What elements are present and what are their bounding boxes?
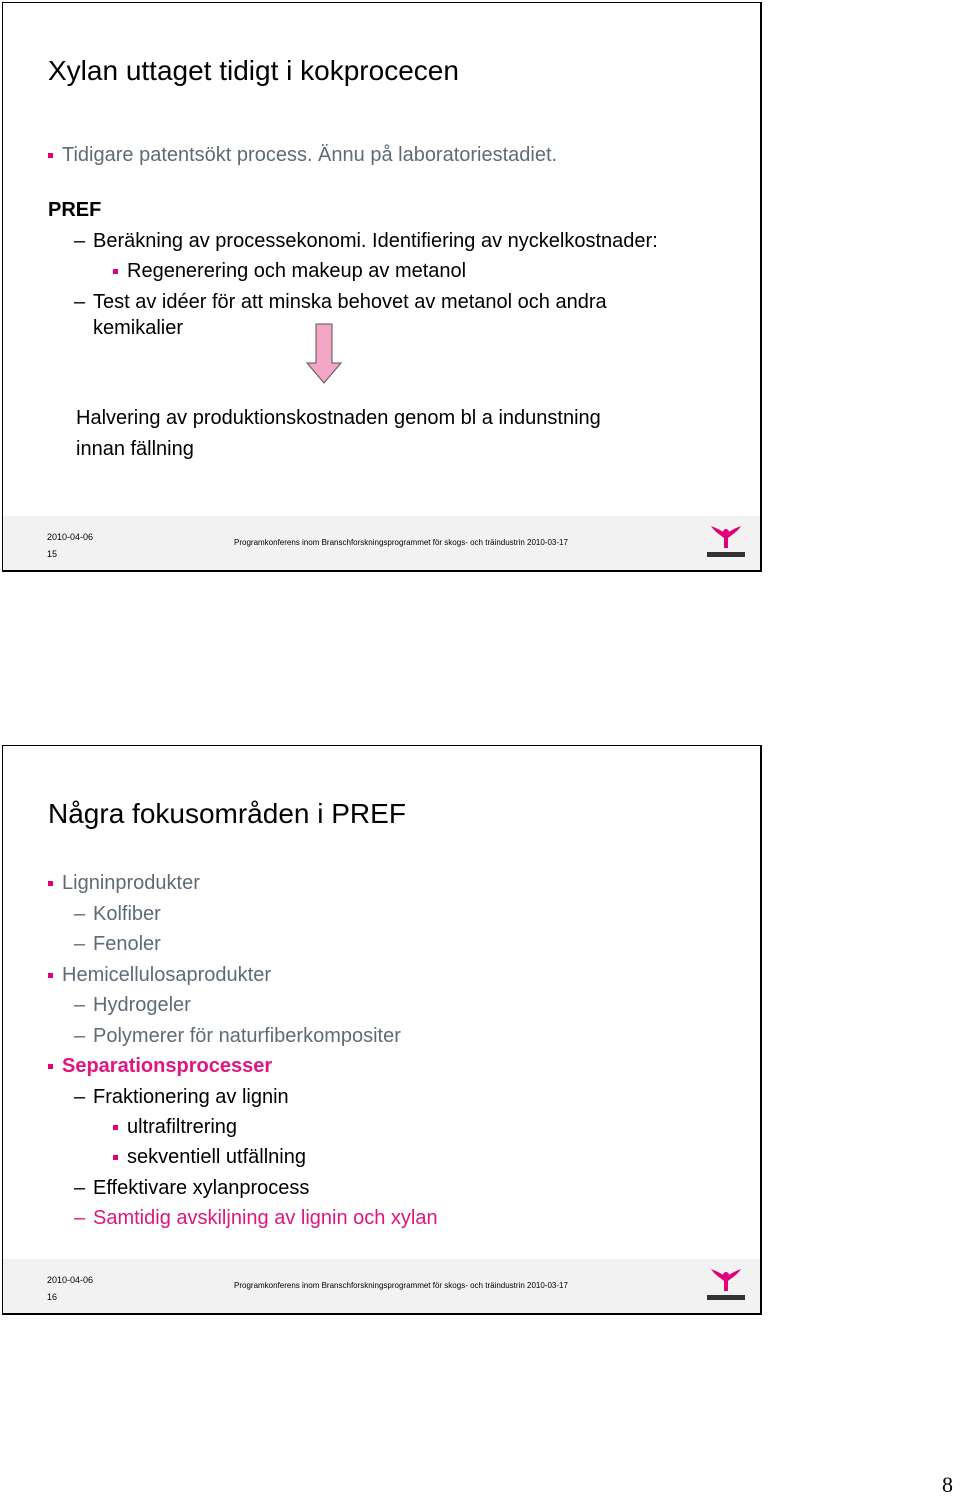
- slide-15: [2, 2, 762, 572]
- sub-bullet-item: [127, 1145, 306, 1169]
- dash-item: [74, 229, 658, 253]
- sub-bullet-item: [127, 1115, 237, 1139]
- footer-date: 2010-04-06: [47, 532, 94, 542]
- dash-icon: –: [74, 230, 86, 252]
- slide-footer: [3, 1259, 760, 1313]
- slide-number: 16: [47, 1292, 58, 1302]
- dash-icon: –: [74, 1086, 86, 1108]
- bullet-text: sekventiell utfällning: [127, 1146, 306, 1168]
- dash-icon: –: [74, 1207, 86, 1229]
- footer-conference: Programkonferens inom Branschforskningsprogrammet för skogs- och träindustrin 2010-03-17: [234, 538, 568, 547]
- dash-text: Effektivare xylanprocess: [93, 1177, 310, 1199]
- down-arrow-icon: [305, 323, 343, 385]
- dash-icon: –: [74, 994, 86, 1016]
- dash-text: Test av idéer för att minska behovet av metanol och andra: [93, 291, 607, 313]
- footer-date: 2010-04-06: [47, 1275, 94, 1285]
- dash-item: [74, 902, 161, 926]
- bullet-square-icon: [48, 973, 53, 978]
- result-text-line1: Halvering av produktionskostnaden genom bl a indunstning: [76, 407, 601, 429]
- slide-title: Några fokusområden i PREF: [48, 798, 406, 829]
- bullet-item-highlighted: [62, 1054, 272, 1078]
- dash-icon: –: [74, 1025, 86, 1047]
- dash-icon: –: [74, 933, 86, 955]
- organization-logo-icon: [703, 1265, 749, 1305]
- bullet-square-icon: [48, 881, 53, 886]
- bullet-square-icon: [48, 153, 53, 158]
- bullet-item: [62, 143, 557, 167]
- dash-icon: –: [74, 291, 86, 313]
- dash-icon: –: [74, 1177, 86, 1199]
- dash-text: Fenoler: [93, 933, 161, 955]
- bullet-square-icon: [48, 1064, 53, 1069]
- bullet-text: Regenerering och makeup av metanol: [127, 260, 467, 282]
- dash-text: Beräkning av processekonomi. Identifiering av nyckelkostnader:: [93, 230, 658, 252]
- bullet-text: Separationsprocesser: [62, 1055, 273, 1077]
- sub-bullet-item: [127, 259, 466, 283]
- slide-title: Xylan uttaget tidigt i kokprocecen: [48, 55, 459, 86]
- dash-item-highlighted: [74, 1206, 438, 1230]
- dash-item: [74, 993, 191, 1017]
- bullet-text: Ligninprodukter: [62, 872, 200, 894]
- dash-text: Samtidig avskiljning av lignin och xylan: [93, 1207, 438, 1229]
- dash-item: [74, 1024, 401, 1048]
- bullet-square-icon: [113, 1155, 118, 1160]
- dash-item: [74, 1176, 310, 1200]
- bullet-item: [62, 871, 200, 895]
- bullet-text: ultrafiltrering: [127, 1116, 238, 1138]
- bullet-text: Tidigare patentsökt process. Ännu på laboratoriestadiet.: [62, 144, 558, 166]
- dash-text: Fraktionering av lignin: [93, 1086, 289, 1108]
- organization-logo-icon: [703, 522, 749, 562]
- bullet-text: Hemicellulosaprodukter: [62, 964, 271, 986]
- footer-conference: Programkonferens inom Branschforskningsprogrammet för skogs- och träindustrin 2010-03-17: [234, 1281, 568, 1290]
- dash-text: Hydrogeler: [93, 994, 191, 1016]
- dash-icon: –: [74, 903, 86, 925]
- dash-text: Polymerer för naturfiberkompositer: [93, 1025, 401, 1047]
- section-heading: PREF: [48, 199, 102, 221]
- bullet-item: [62, 963, 271, 987]
- slide-16: [2, 745, 762, 1315]
- slide-footer: [3, 516, 760, 570]
- dash-item: [74, 1085, 289, 1109]
- result-text-line2: innan fällning: [76, 438, 194, 460]
- page-number: 8: [942, 1472, 953, 1497]
- dash-item: [74, 932, 161, 956]
- dash-continuation: kemikalier: [93, 317, 184, 339]
- bullet-square-icon: [113, 269, 118, 274]
- dash-text: Kolfiber: [93, 903, 161, 925]
- bullet-square-icon: [113, 1125, 118, 1130]
- dash-item: [74, 290, 607, 314]
- slide-number: 15: [47, 549, 58, 559]
